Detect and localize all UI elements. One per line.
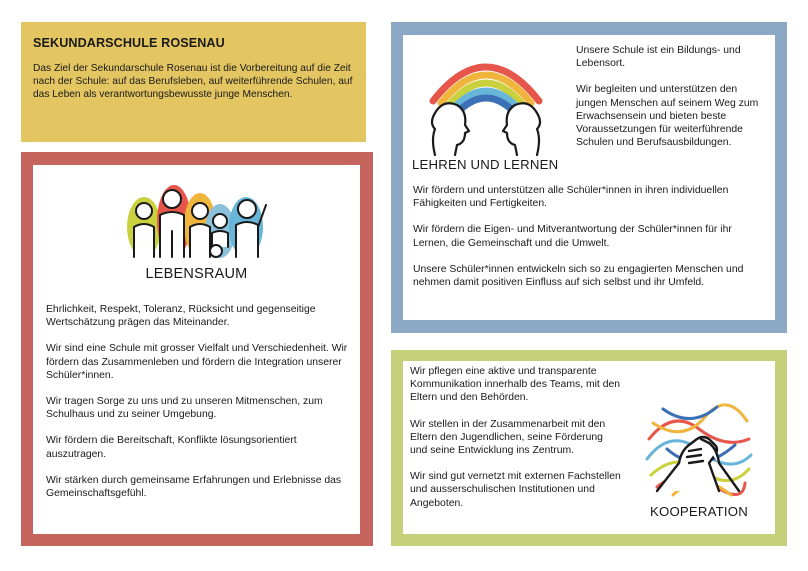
kooperation-title: KOOPERATION <box>650 504 748 519</box>
lebensraum-paragraph: Ehrlichkeit, Respekt, Toleranz, Rücksicht und gegenseitige Wertschätzung prägen das Miteinander. <box>46 304 316 329</box>
lebensraum-card <box>33 165 360 534</box>
lebensraum-paragraph: Wir sind eine Schule mit grosser Vielfalt und Verschiedenheit. Wir fördern das Zusammenleben und fördern die Integration unserer Schüler*innen. <box>46 343 348 381</box>
lehren-paragraph: Unsere Schüler*innen entwickeln sich so zu engagierten Menschen und nehmen damit positiven Einfluss auf sich selbst und ihr Umfeld. <box>413 263 744 289</box>
lehren-title: LEHREN UND LERNEN <box>412 157 559 172</box>
handshake-icon <box>643 399 755 499</box>
lebensraum-paragraph: Wir tragen Sorge zu uns und zu unseren Mitmenschen, zum Schulhaus und zu seiner Umgebung. <box>46 396 323 421</box>
lehren-side-paragraph: Wir begleiten und unterstützen den jungen Menschen auf seinem Weg zum Erwachsensein und bieten beste Voraussetzungen für weiterführende Schulen und Berufsausbildungen. <box>576 84 759 149</box>
kooperation-paragraph: Wir stellen in der Zusammenarbeit mit den Eltern den Jugendlichen, seine Förderung und seine Entwicklung ins Zentrum. <box>410 418 606 457</box>
lebensraum-paragraph: Wir fördern die Bereitschaft, Konflikte lösungsorientiert auszutragen. <box>46 435 297 460</box>
lehren-side-paragraph: Unsere Schule ist ein Bildungs- und Lebensort. <box>576 45 741 70</box>
kooperation-card <box>403 361 775 534</box>
kooperation-paragraph: Wir pflegen eine aktive und transparente Kommunikation innerhalb des Teams, mit den Eltern und den Behörden. <box>410 366 621 404</box>
lehren-paragraph: Wir fördern die Eigen- und Mitverantwortung der Schüler*innen für ihr Lernen, die Gemeinschaft und die Umwelt. <box>413 224 732 249</box>
kooperation-paragraph: Wir sind gut vernetzt mit externen Fachstellen und ausserschulischen Institutionen und Angeboten. <box>410 471 621 509</box>
intro-box <box>21 22 366 142</box>
kooperation-text <box>410 365 623 523</box>
school-title: SEKUNDARSCHULE ROSENAU <box>33 36 225 50</box>
two-heads-rainbow-icon <box>421 41 551 156</box>
lehren-text <box>413 184 769 302</box>
group-of-people-icon <box>116 181 276 261</box>
lehren-paragraph: Wir fördern und unterstützen alle Schüler*innen in ihren individuellen Fähigkeiten und Fertigkeiten. <box>413 185 729 210</box>
lehren-side-text <box>576 44 766 162</box>
lebensraum-paragraph: Wir stärken durch gemeinsame Erfahrungen und Erlebnisse das Gemeinschaftsgefühl. <box>46 474 342 500</box>
lebensraum-text <box>46 303 356 513</box>
intro-text: Das Ziel der Sekundarschule Rosenau ist die Vorbereitung auf die Zeit nach der Schule: auf das Berufsleben, auf weiterführende Schulen, auf das Leben als verantwortungsbewusste junge Menschen. <box>33 63 353 100</box>
lehren-card <box>403 35 775 320</box>
lebensraum-title: LEBENSRAUM <box>145 266 248 282</box>
